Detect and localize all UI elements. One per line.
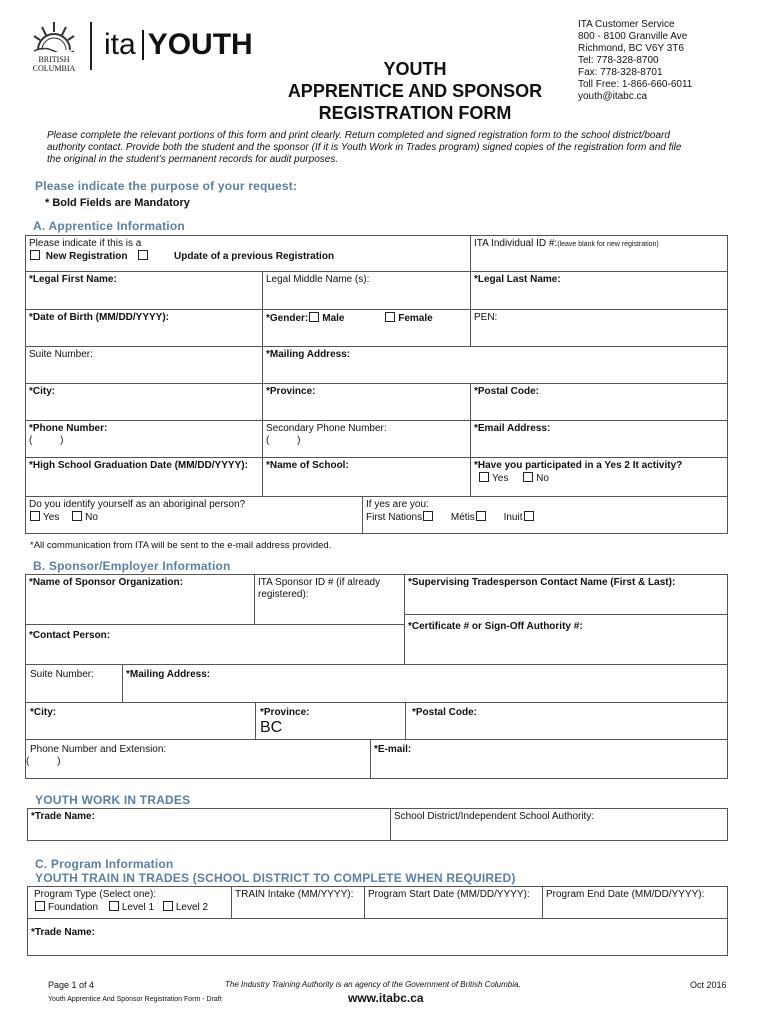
inuit-label: Inuit	[503, 512, 523, 523]
ywit-trade-name-label: *Trade Name:	[31, 811, 95, 822]
yes2it-label: *Have you participated in a Yes 2 It activity?	[474, 460, 683, 471]
level1-checkbox[interactable]	[109, 901, 119, 911]
sponsor-id-field[interactable]	[254, 574, 405, 625]
footer-date: Oct 2016	[690, 980, 727, 990]
aboriginal-yes-label: Yes	[43, 512, 60, 523]
website-link[interactable]: www.itabc.ca	[348, 991, 424, 1005]
female-checkbox[interactable]	[385, 312, 395, 322]
supervising-tradesperson-field[interactable]	[404, 574, 728, 615]
communication-note: *All communication from ITA will be sent to the e-mail address provided.	[30, 540, 332, 551]
sponsor-province-field[interactable]	[255, 702, 406, 740]
sponsor-organization-field[interactable]	[25, 574, 255, 625]
program-end-label: Program End Date (MM/DD/YYYY):	[546, 889, 705, 900]
legal-middle-name-field[interactable]	[262, 271, 471, 310]
level2-label: Level 2	[175, 902, 209, 913]
bc-logo-line2: COLUMBIA	[32, 64, 76, 73]
postal-code-field[interactable]	[470, 383, 728, 421]
date-of-birth-field[interactable]	[25, 309, 263, 347]
contact-email: youth@itabc.ca	[578, 91, 648, 102]
contact-line: ITA Customer Service	[578, 19, 675, 30]
contact-line: Richmond, BC V6Y 3T6	[578, 43, 684, 54]
contact-block	[578, 19, 758, 103]
legal-middle-name-label: Legal Middle Name (s):	[266, 274, 370, 285]
level2-checkbox[interactable]	[163, 901, 173, 911]
intro-line1: Please complete the relevant portions of this form and print clearly. Return completed and signed registration form to the school district/board	[47, 130, 670, 141]
program-end-field[interactable]	[542, 886, 728, 919]
ita-logo-prefix: ita	[104, 28, 136, 61]
aboriginal-yes-checkbox[interactable]	[30, 511, 40, 521]
ita-logo-word: YOUTH	[147, 28, 253, 61]
sponsor-city-field[interactable]	[25, 702, 256, 740]
pen-field[interactable]	[470, 309, 728, 347]
hs-graduation-label: *High School Graduation Date (MM/DD/YYYY):	[29, 460, 248, 471]
first-nations-checkbox[interactable]	[423, 511, 433, 521]
registration-type-label: Please indicate if this is a	[29, 238, 142, 249]
legal-last-name-label: *Legal Last Name:	[474, 274, 561, 285]
ywit-trade-name-field[interactable]	[27, 808, 391, 841]
contact-line: Tel: 778-328-8700	[578, 55, 659, 66]
page-number: Page 1 of 4	[48, 980, 95, 990]
city-label: *City:	[29, 386, 56, 397]
ita-id-note: (leave blank for new registration)	[557, 241, 659, 248]
contact-person-label: *Contact Person:	[29, 630, 111, 641]
bc-logo-line1: BRITISH	[38, 55, 70, 64]
sponsor-city-label: *City:	[30, 707, 57, 718]
yes2it-no-checkbox[interactable]	[523, 472, 533, 482]
if-yes-label: If yes are you:	[366, 499, 429, 510]
sponsor-postal-label: *Postal Code:	[412, 707, 478, 718]
legal-first-name-label: *Legal First Name:	[29, 274, 117, 285]
aboriginal-options	[29, 511, 359, 524]
sponsor-province-label: *Province:	[260, 707, 310, 718]
legal-last-name-field[interactable]	[470, 271, 728, 310]
first-nations-label: First Nations	[366, 512, 423, 523]
ita-logo-bar	[142, 30, 144, 60]
mandatory-note: * Bold Fields are Mandatory	[45, 197, 190, 209]
female-label: Female	[398, 313, 433, 324]
title-line2: APPRENTICE AND SPONSOR	[287, 81, 543, 101]
sponsor-phone-area-code: ( )	[26, 756, 61, 767]
phone-area-code: ( )	[29, 435, 64, 446]
school-name-label: *Name of School:	[266, 460, 349, 471]
new-registration-checkbox[interactable]	[30, 250, 40, 260]
train-intake-field[interactable]	[231, 886, 365, 919]
program-type-options	[34, 901, 228, 914]
ita-id-label: ITA Individual ID #:	[474, 238, 558, 249]
sponsor-phone-label: Phone Number and Extension:	[30, 744, 167, 755]
supervising-label: *Supervising Tradesperson Contact Name (First & Last):	[408, 577, 676, 588]
title-line1: YOUTH	[383, 59, 447, 79]
sponsor-id-label-2: registered):	[258, 589, 309, 600]
sponsor-province-value: BC	[260, 719, 283, 736]
phone-number-field[interactable]	[25, 420, 263, 458]
agency-note: The Industry Training Authority is an agency of the Government of British Columbia.	[225, 980, 521, 989]
yes2it-options	[474, 472, 724, 485]
metis-label: Métis	[450, 512, 475, 523]
logo-divider	[90, 22, 92, 70]
title-line3: REGISTRATION FORM	[318, 103, 512, 123]
new-registration-label: New Registration	[45, 251, 128, 262]
level1-label: Level 1	[121, 902, 155, 913]
sponsor-postal-field[interactable]	[405, 702, 728, 740]
contact-line: Fax: 778-328-8701	[578, 67, 663, 78]
mailing-address-field[interactable]	[262, 346, 728, 384]
bc-logo	[28, 18, 80, 73]
aboriginal-question-cell	[25, 496, 363, 534]
aboriginal-identity-options	[366, 511, 724, 524]
contact-line: Toll Free: 1-866-660-6011	[578, 79, 693, 90]
update-registration-label: Update of a previous Registration	[174, 251, 335, 262]
school-district-field[interactable]	[390, 808, 728, 841]
intro-text	[47, 130, 747, 166]
metis-checkbox[interactable]	[476, 511, 486, 521]
dob-label: *Date of Birth (MM/DD/YYYY):	[29, 312, 169, 323]
section-c-heading: C. Program Information	[35, 857, 174, 871]
email-address-field[interactable]	[470, 420, 728, 458]
sponsor-mailing-label: *Mailing Address:	[126, 669, 211, 680]
aboriginal-identity-cell	[362, 496, 728, 534]
sponsor-org-label: *Name of Sponsor Organization:	[29, 577, 183, 588]
program-start-field[interactable]	[364, 886, 543, 919]
mailing-address-label: *Mailing Address:	[266, 349, 351, 360]
school-district-label: School District/Independent School Authority:	[394, 811, 595, 822]
registration-type-options	[29, 250, 467, 263]
train-trade-name-label: *Trade Name:	[31, 927, 95, 938]
ita-id-field[interactable]	[470, 235, 728, 272]
section-b-heading: B. Sponsor/Employer Information	[33, 559, 231, 573]
contact-person-field[interactable]	[25, 624, 405, 665]
phone-number-label: *Phone Number:	[29, 423, 108, 434]
intro-line2: authority contact. Provide both the student and the sponsor (If it is Youth Work in Trades program) signed copies of the registration form and file	[47, 142, 682, 153]
secondary-phone-label: Secondary Phone Number:	[266, 423, 387, 434]
male-checkbox[interactable]	[309, 312, 319, 322]
postal-code-label: *Postal Code:	[474, 386, 540, 397]
sponsor-id-label-1: ITA Sponsor ID # (if already	[258, 577, 381, 588]
yes2it-field	[470, 457, 728, 497]
youth-work-heading: YOUTH WORK IN TRADES	[35, 793, 191, 807]
sponsor-suite-label: Suite Number:	[30, 669, 94, 680]
suite-number-label: Suite Number:	[29, 349, 93, 360]
gender-field	[262, 309, 471, 347]
intro-line3: the original in the student’s permanent records for audit purposes.	[47, 154, 339, 165]
secondary-area-code: ( )	[266, 435, 301, 446]
aboriginal-question-label: Do you identify yourself as an aboriginal person?	[29, 499, 246, 510]
secondary-phone-field[interactable]	[262, 420, 471, 458]
aboriginal-no-checkbox[interactable]	[72, 511, 82, 521]
province-field[interactable]	[262, 383, 471, 421]
yes2it-yes-label: Yes	[492, 473, 509, 484]
youth-train-heading: YOUTH TRAIN IN TRADES (SCHOOL DISTRICT TO COMPLETE WHEN REQUIRED)	[35, 871, 516, 885]
sponsor-mailing-field[interactable]	[122, 664, 728, 703]
foundation-checkbox[interactable]	[35, 901, 45, 911]
registration-type-cell	[25, 235, 471, 272]
train-trade-name-field[interactable]	[27, 918, 728, 956]
email-address-label: *Email Address:	[474, 423, 551, 434]
aboriginal-no-label: No	[85, 512, 98, 523]
form-title	[260, 58, 570, 124]
program-type-cell	[27, 886, 232, 919]
province-label: *Province:	[266, 386, 316, 397]
sponsor-email-field[interactable]	[370, 739, 728, 779]
sponsor-suite-field[interactable]	[25, 664, 123, 703]
yes2it-no-label: No	[536, 473, 549, 484]
sponsor-phone-field[interactable]	[25, 739, 371, 779]
bc-sun-icon	[28, 18, 80, 52]
school-name-field[interactable]	[262, 457, 471, 497]
male-label: Male	[322, 313, 345, 324]
train-intake-label: TRAIN Intake (MM/YYYY):	[235, 889, 354, 900]
pen-label: PEN:	[474, 312, 498, 323]
program-start-label: Program Start Date (MM/DD/YYYY):	[368, 889, 530, 900]
sponsor-email-label: *E-mail:	[374, 744, 412, 755]
suite-number-field[interactable]	[25, 346, 263, 384]
inuit-checkbox[interactable]	[524, 511, 534, 521]
contact-line: 800 - 8100 Granville Ave	[578, 31, 688, 42]
legal-first-name-field[interactable]	[25, 271, 263, 310]
foundation-label: Foundation	[48, 902, 99, 913]
section-a-heading: A. Apprentice Information	[33, 219, 185, 233]
purpose-heading: Please indicate the purpose of your request:	[35, 179, 298, 193]
program-type-label: Program Type (Select one):	[34, 889, 157, 900]
ita-youth-logo	[104, 20, 274, 70]
form-name: Youth Apprentice And Sponsor Registration Form - Draft	[48, 996, 222, 1003]
certificate-field[interactable]	[404, 614, 728, 665]
gender-label: *Gender:	[266, 313, 309, 324]
yes2it-yes-checkbox[interactable]	[479, 472, 489, 482]
update-registration-checkbox[interactable]	[138, 250, 148, 260]
certificate-label: *Certificate # or Sign-Off Authority #:	[408, 621, 583, 632]
hs-graduation-field[interactable]	[25, 457, 263, 497]
city-field[interactable]	[25, 383, 263, 421]
